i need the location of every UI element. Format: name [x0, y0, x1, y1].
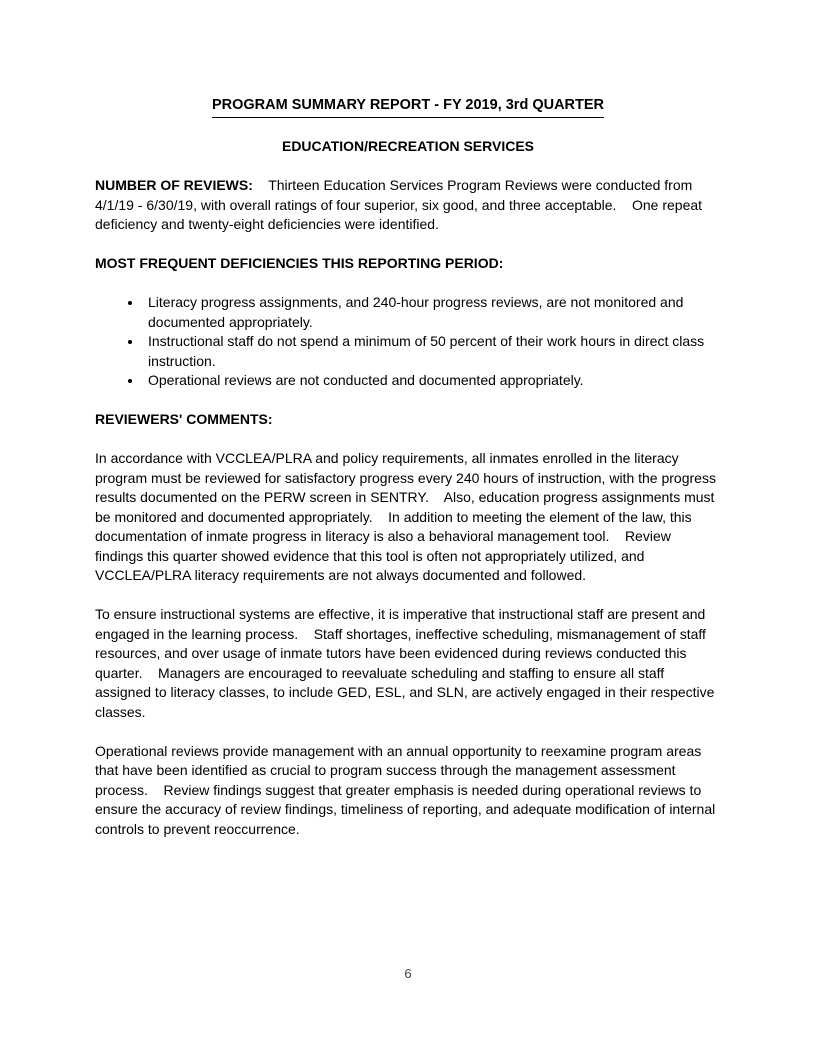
deficiency-item: • Literacy progress assignments, and 240-hour progress reviews, are not monitored and documented appropriately. [143, 293, 721, 332]
number-of-reviews-text: Thirteen Education Services Program Reviews were conducted from 4/1/19 - 6/30/19, with overall ratings of four superior, six good, and three acceptable. One repeat deficiency and twenty-eight deficiencies were identified. [95, 177, 706, 232]
document-subtitle: EDUCATION/RECREATION SERVICES [281, 138, 535, 154]
number-of-reviews-label: NUMBER OF REVIEWS: [95, 177, 253, 193]
comment-paragraph-1: In accordance with VCCLEA/PLRA and policy requirements, all inmates enrolled in the literacy program must be reviewed for satisfactory progress every 240 hours of instruction, with the progress results documented on the PERW screen in SENTRY. Also, education progress assignments must be monitored and documented appropriately. In addition to meeting the element of the law, this documentation of inmate progress in literacy is also a behavioral management tool. Review findings this quarter showed evidence that this tool is often not appropriately utilized, and VCCLEA/PLRA literacy requirements are not always documented and followed. [95, 450, 720, 583]
deficiency-item: • Instructional staff do not spend a minimum of 50 percent of their work hours in direct class instruction. [143, 332, 721, 371]
reviewers-comments-heading: REVIEWERS' COMMENTS: [95, 411, 273, 427]
deficiency-item: • Operational reviews are not conducted and documented appropriately. [143, 371, 721, 391]
number-of-reviews-paragraph [95, 176, 721, 235]
comment-paragraph-2: To ensure instructional systems are effective, it is imperative that instructional staff are present and engaged in the learning process. Staff shortages, ineffective scheduling, mismanagement of staff resources, and over usage of inmate tutors have been evidenced during reviews conducted this quarter. Managers are encouraged to reevaluate scheduling and staffing to ensure all staff assigned to literacy classes, to include GED, ESL, and SLN, are actively engaged in their respective classes. [95, 606, 719, 720]
document-title [95, 96, 721, 118]
deficiencies-heading: MOST FREQUENT DEFICIENCIES THIS REPORTING PERIOD: [95, 255, 504, 271]
document-title-text: PROGRAM SUMMARY REPORT - FY 2019, 3rd QUARTER [212, 96, 604, 118]
page-number: 6 [404, 966, 412, 981]
deficiencies-list [95, 293, 721, 391]
comment-paragraph-3: Operational reviews provide management with an annual opportunity to reexamine program areas that have been identified as crucial to program success through the management assessment process. Review findings suggest that greater emphasis is needed during operational reviews to ensure the accuracy of review findings, timeliness of reporting, and adequate modification of internal controls to prevent reoccurrence. [95, 742, 720, 837]
